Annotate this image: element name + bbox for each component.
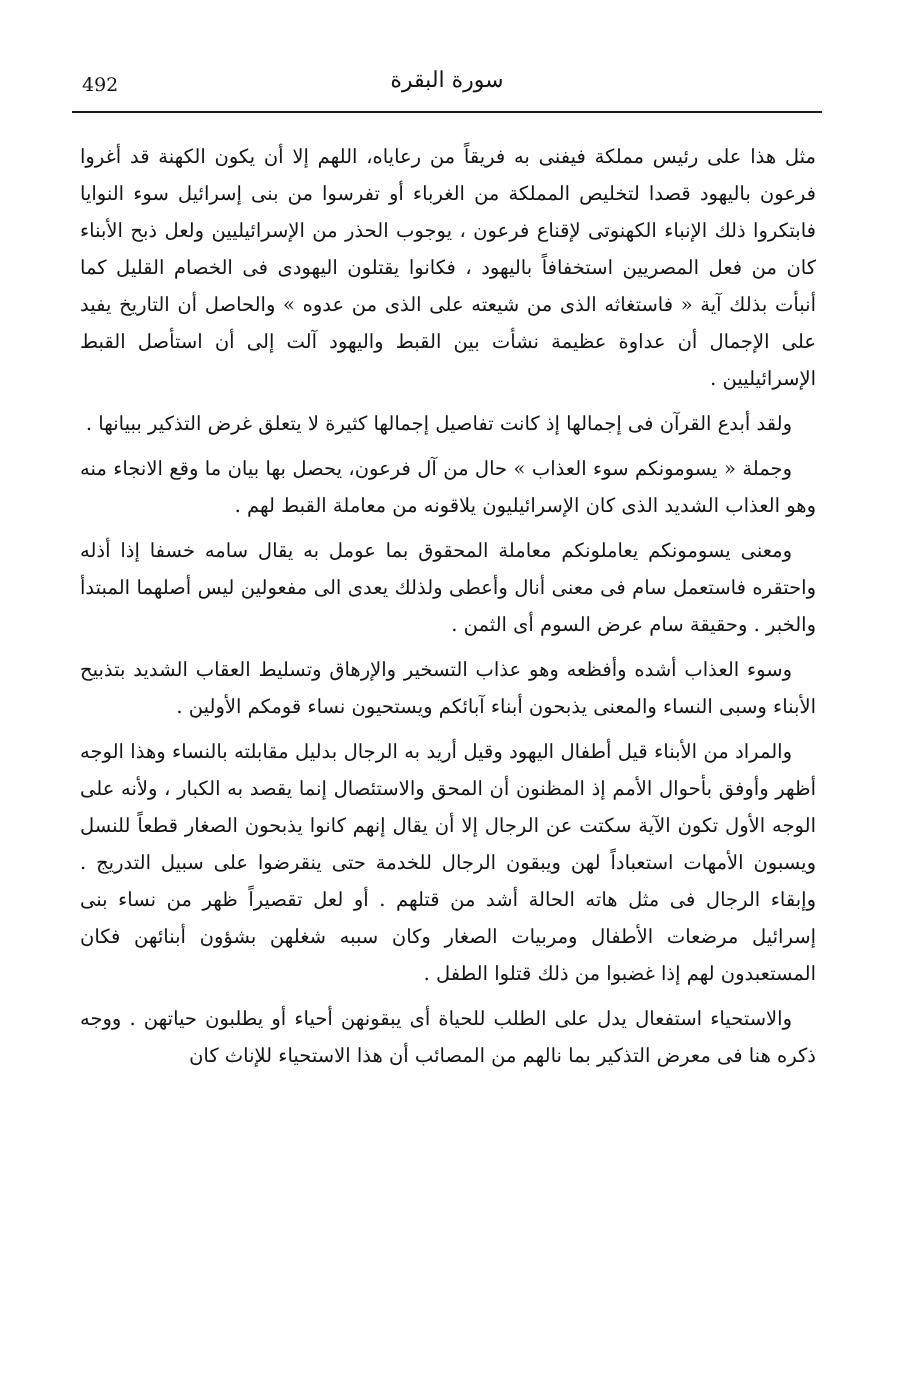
paragraph: وسوء العذاب أشده وأفظعه وهو عذاب التسخير والإرهاق وتسليط العقاب الشديد بتذبيح الأبناء وسبى النساء والمعنى يذبحون أبناء آبائكم ويستحيون نساء قومكم الأولين .: [80, 658, 816, 718]
paragraph: ومعنى يسومونكم يعاملونكم معاملة المحقوق بما عومل به يقال سامه خسفا إذا أذله واحتقره فاستعمل سام فى معنى أنال وأعطى ولذلك يعدى الى مفعولين ليس أصلهما المبتدأ والخبر . وحقيقة سام عرض السوم أى الثمن .: [80, 539, 816, 636]
paragraph: والمراد من الأبناء قيل أطفال اليهود وقيل أريد به الرجال بدليل مقابلته بالنساء وهذا الوجه أظهر وأوفق بأحوال الأمم إذ المظنون أن المحق والاستئصال إنما يقصد به الكبار ، ولأنه على الوجه الأول تكون الآية سكتت عن الرجال إلا أن يقال إنهم كانوا يذبحون الصغار قطعاً للنسل ويسبون الأمهات استعباداً لهن ويبقون الرجال للخدمة حتى ينقرضوا على سبيل التدريج . وإبقاء الرجال فى مثل هاته الحالة أشد من قتلهم . أو لعل تقصيراً ظهر من نساء بنى إسرائيل مرضعات الأطفال ومربيات الصغار وكان سببه شغلهن بشؤون أبنائهن فكان المستعبدون لهم إذا غضبوا من ذلك قتلوا الطفل .: [80, 740, 816, 985]
paragraph: والاستحياء استفعال يدل على الطلب للحياة أى يبقونهن أحياء أو يطلبون حياتهن . ووجه ذكره هنا فى معرض التذكير بما نالهم من المصائب أن هذا الاستحياء للإناث كان: [80, 1007, 816, 1067]
paragraph: مثل هذا على رئيس مملكة فيفنى به فريقاً من رعاياه، اللهم إلا أن يكون الكهنة قد أغروا فرعون باليهود قصدا لتخليص المملكة من الغرباء أو تفرسوا من بنى إسرائيل سوء النوايا فابتكروا ذلك الإنباء الكهنوتى لإقناع فرعون ، يوجوب الحذر من الإسرائيليين ولعل ذبح الأبناء كان من فعل المصريين استخفافاً باليهود ، فكانوا يقتلون اليهودى فى الخصام القليل كما أنبأت بذلك آية « فاستغاثه الذى من شيعته على الذى من عدوه » والحاصل أن التاريخ يفيد على الإجمال أن عداوة عظيمة نشأت بين القبط واليهود آلت إلى أن استأصل القبط الإسرائيليين .: [80, 145, 816, 390]
header-divider: [72, 111, 822, 113]
paragraph: وجملة « يسومونكم سوء العذاب » حال من آل فرعون، يحصل بها بيان ما وقع الانجاء منه وهو العذاب الشديد الذى كان الإسرائيليون يلاقونه من معاملة القبط لهم .: [80, 457, 816, 517]
page-number: 492: [82, 74, 119, 96]
body-text: [80, 138, 816, 1082]
paragraph: ولقد أبدع القرآن فى إجمالها إذ كانت تفاصيل إجمالها كثيرة لا يتعلق غرض التذكير ببيانها .: [85, 412, 792, 435]
running-title: سورة البقرة: [390, 68, 504, 93]
page-header: [72, 62, 822, 112]
